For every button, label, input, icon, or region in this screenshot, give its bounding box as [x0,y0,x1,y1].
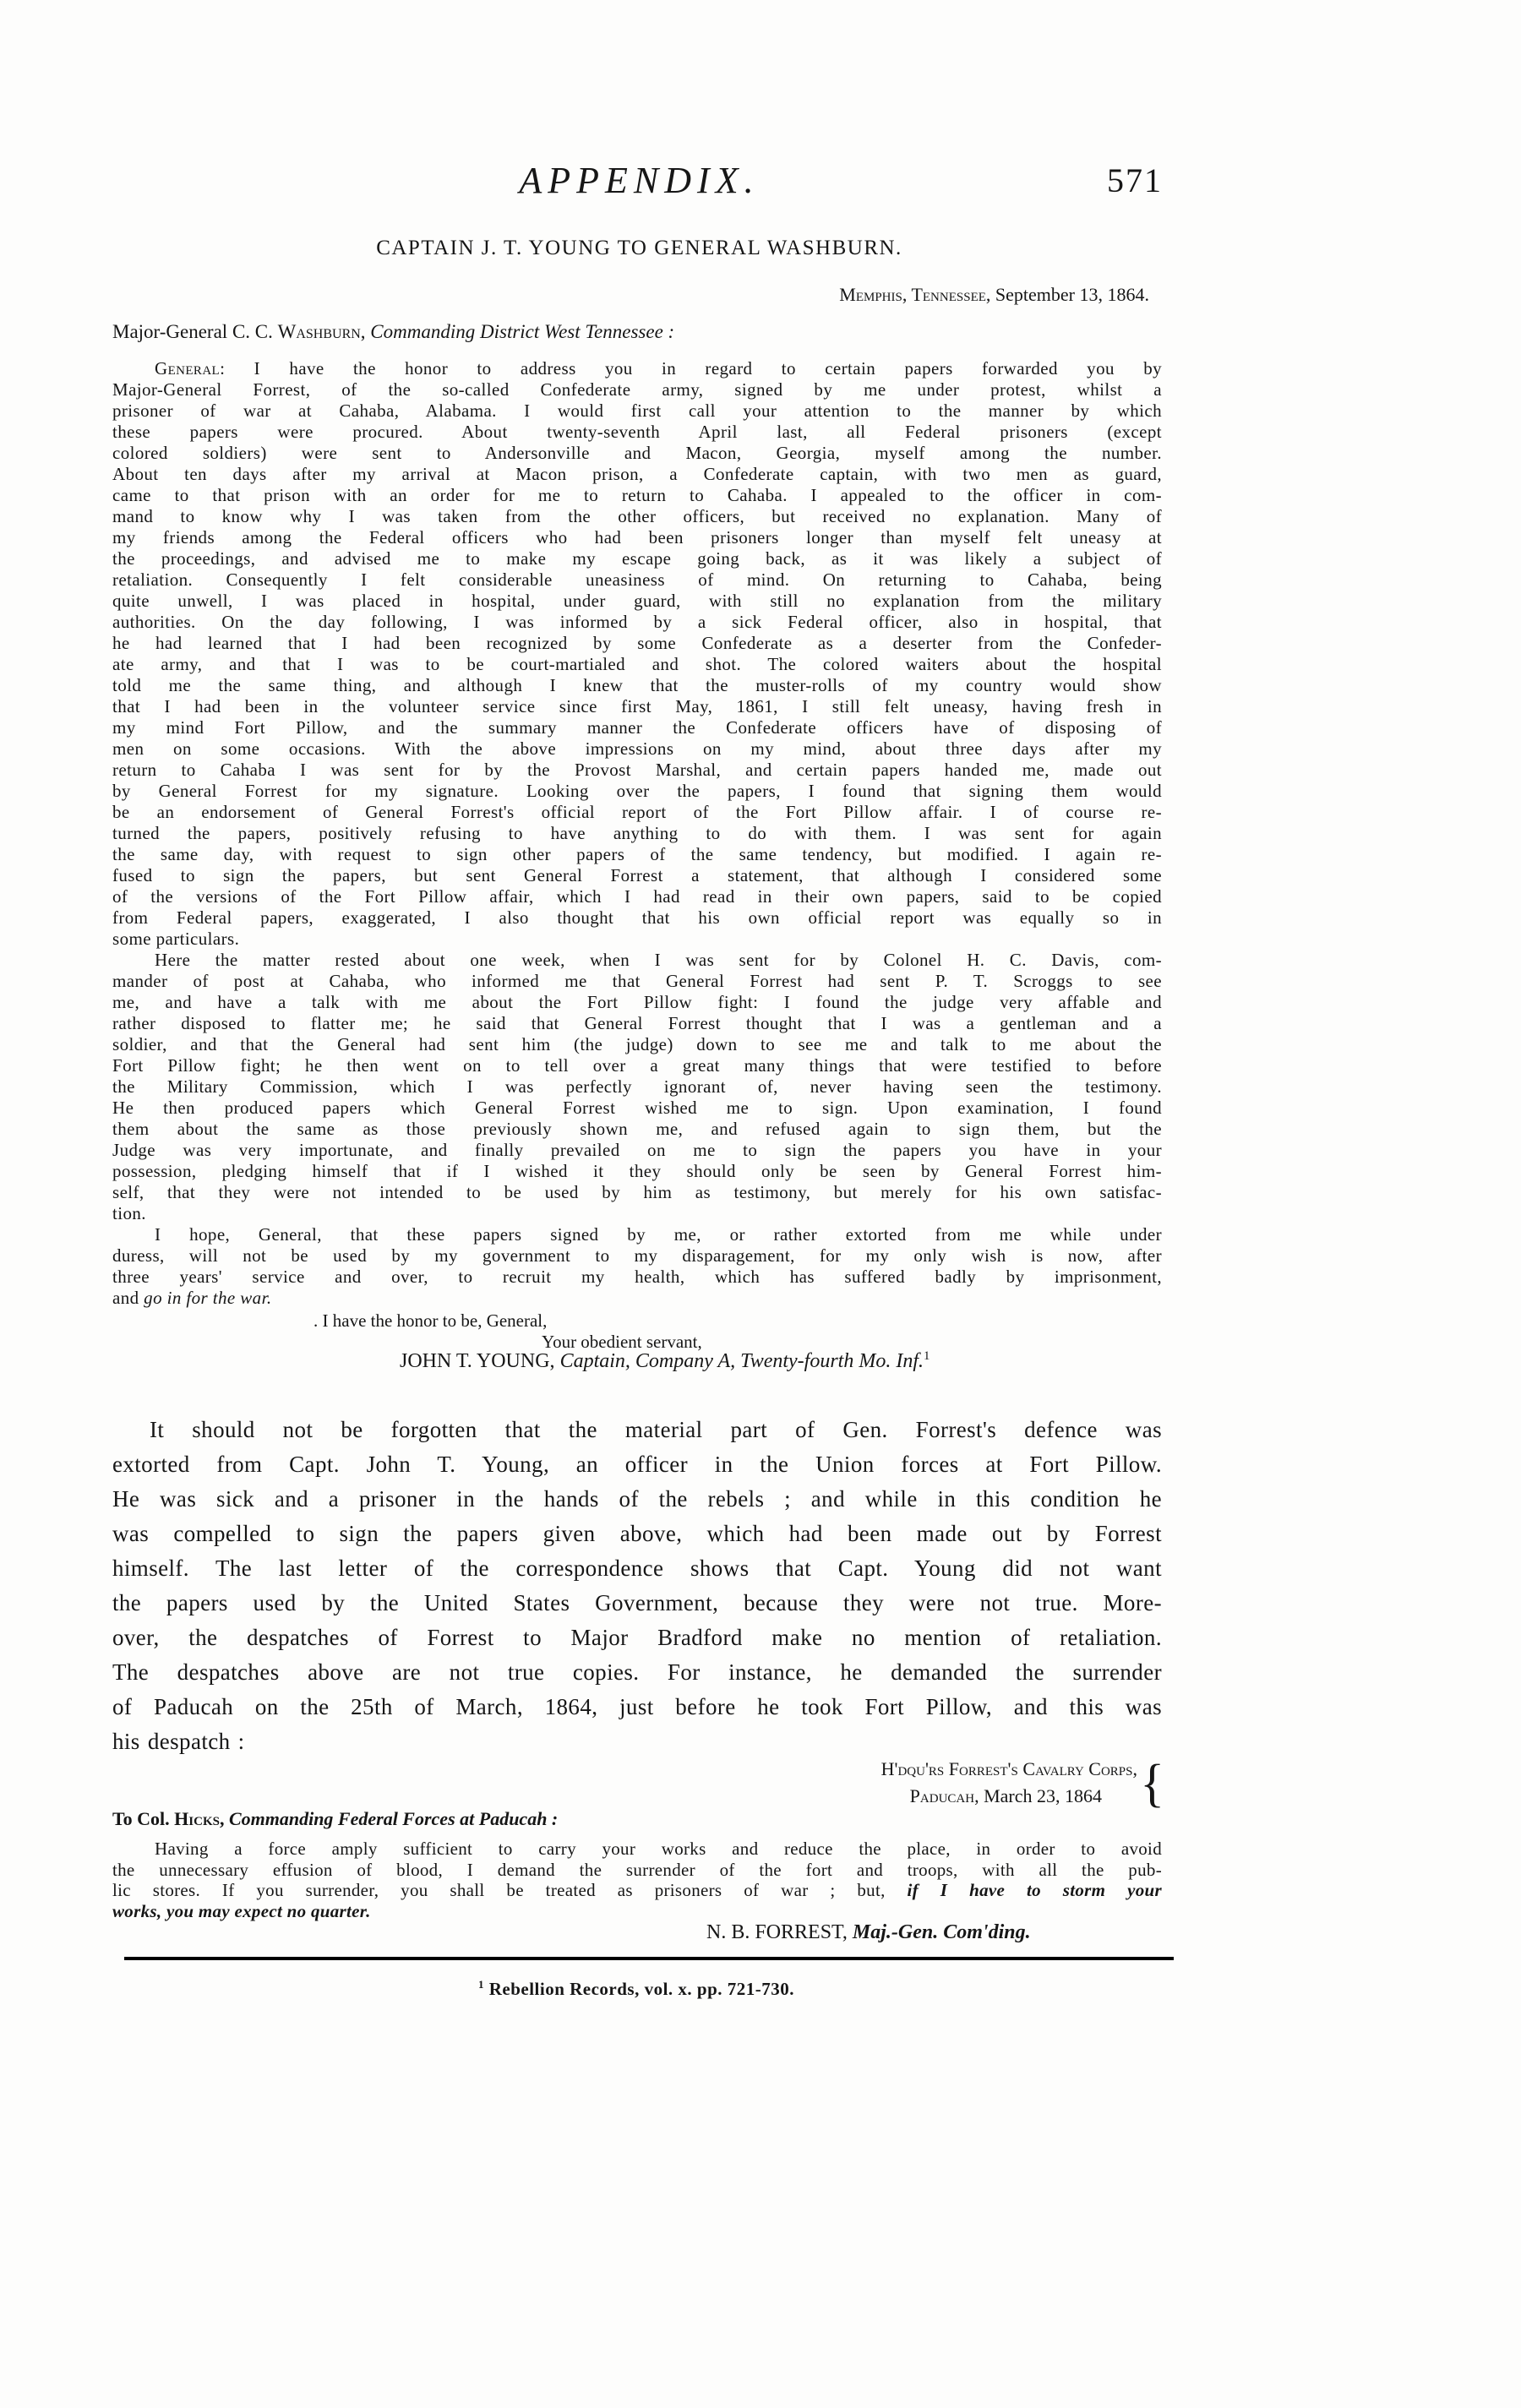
text-line: himself. The last letter of the correspondence shows that Capt. Young did not want [112,1555,1162,1581]
text-line: his despatch : [112,1729,245,1754]
letter-heading: CAPTAIN J. T. YOUNG TO GENERAL WASHBURN. [376,237,902,259]
salutation-role: Commanding District West Tennessee : [365,321,675,342]
salutation-name: Major-General C. C. [112,321,278,342]
text-line: About ten days after my arrival at Macon prison, a Confederate captain, with two men as guard, [112,464,1162,484]
text-line: Having a force amply sufficient to carry your works and reduce the place, in order to avoid [155,1839,1162,1859]
text-line: colored soldiers) were sent to Andersonville and Macon, Georgia, myself among the number. [112,443,1162,463]
text-line: over, the despatches of Forrest to Major Bradford make no mention of retaliation. [112,1625,1162,1650]
text-line: the same day, with request to sign other papers of the same tendency, but modified. I again re- [112,844,1162,864]
text-line: Major-General Forrest, of the so-called Confederate army, signed by me under protest, whilst a [112,379,1162,400]
despatch-signature [706,1921,1031,1944]
text-line: mander of post at Cahaba, who informed me that General Forrest had sent P. T. Scroggs to see [112,971,1162,991]
text-line: It should not be forgotten that the material part of Gen. Forrest's defence was [150,1417,1162,1442]
text-line: Fort Pillow fight; he then went on to tell over a great many things that were testified to before [112,1055,1162,1076]
text-line: tion. [112,1203,146,1223]
heading-brace: { [1140,1753,1164,1812]
despatch-heading [880,1753,1166,1812]
text-line: turned the papers, positively refusing to have anything to do with them. I was sent for again [112,823,1162,843]
text-line: Here the matter rested about one week, when I was sent for by Colonel H. C. Davis, com- [155,950,1162,970]
text-line: the proceedings, and advised me to make my escape going back, as it was likely a subject of [112,548,1162,569]
closing-line-2: Your obedient servant, [542,1332,702,1352]
salutation [112,321,674,343]
despatch-salutation-role: Commanding Federal Forces at Paducah : [224,1808,559,1829]
text-line: them about the same as those previously shown me, and refused again to sign them, but the [112,1119,1162,1139]
text-line: these papers were procured. About twenty-seventh April last, all Federal prisoners (except [112,422,1162,442]
text-line: he had learned that I had been recognized by some Confederate as a deserter from the Confeder- [112,633,1162,653]
text-line: return to Cahaba I was sent for by the Provost Marshal, and certain papers handed me, made out [112,760,1162,780]
running-head-title: APPENDIX. [519,160,760,201]
text-line: The despatches above are not true copies. For instance, he demanded the surrender [112,1659,1162,1685]
despatch-date: March 23, 1864 [979,1785,1102,1806]
despatch-place: Paducah, [909,1785,979,1806]
text-line: retaliation. Consequently I felt considerable uneasiness of mind. On returning to Cahaba, being [112,569,1162,590]
text-line: self, that they were not intended to be used by him as testimony, but merely for his own satisfac- [112,1182,1162,1202]
despatch-heading-corps: H'dqu'rs Forrest's Cavalry Corps, [880,1758,1137,1779]
text-line: authorities. On the day following, I was informed by a sick Federal officer, also in hospital, that [112,612,1162,632]
despatch-salutation-prefix: To Col. [112,1808,175,1829]
signature-name: JOHN T. YOUNG, [400,1350,560,1372]
footnote [214,1979,1059,2000]
despatch-signature-title: Maj.-Gen. Com'ding. [852,1921,1031,1943]
text-line: and go in for the war. [112,1288,272,1308]
text-line: fused to sign the papers, but sent General Forrest a statement, that although I considered some [112,865,1162,885]
footnote-marker: 1 [477,1978,484,1991]
letter-signature [400,1350,930,1373]
text-line: lic stores. If you surrender, you shall be treated as prisoners of war ; but, if I have to storm your [112,1880,1162,1900]
signature-title: Captain, Company A, Twenty-fourth Mo. Inf. [559,1350,924,1372]
footnote-reference: 1 [924,1349,930,1363]
text-line: the unnecessary effusion of blood, I demand the surrender of the fort and troops, with all the pub- [112,1859,1162,1880]
text-line: duress, will not be used by my government to my disparagement, for my only wish is now, after [112,1245,1162,1266]
text-line: of Paducah on the 25th of March, 1864, just before he took Fort Pillow, and this was [112,1694,1162,1719]
text-line: I hope, General, that these papers signed by me, or rather extorted from me while under [155,1224,1162,1245]
commentary-paragraph [112,1413,1162,1759]
text-line: prisoner of war at Cahaba, Alabama. I would first call your attention to the manner by which [112,400,1162,421]
text-line: He then produced papers which General Forrest wished me to sign. Upon examination, I found [112,1098,1162,1118]
salutation-surname: Washburn, [277,321,366,342]
text-line: men on some occasions. With the above impressions on my mind, about three days after my [112,738,1162,759]
text-line: my friends among the Federal officers who had been prisoners longer than myself felt uneasy at [112,527,1162,548]
dateline-date: September 13, 1864. [990,284,1149,305]
text-line: the Military Commission, which I was perfectly ignorant of, never having seen the testimony. [112,1076,1162,1097]
text-line: ate army, and that I was to be court-martialed and shot. The colored waiters about the hospital [112,654,1162,674]
text-line: rather disposed to flatter me; he said that General Forrest thought that I was a gentleman and a [112,1013,1162,1033]
dateline [839,284,1149,306]
text-line: was compelled to sign the papers given above, which had been made out by Forrest [112,1521,1162,1546]
despatch-heading-dateline [881,1783,1166,1810]
dateline-place: Memphis, Tennessee, [839,284,991,305]
text-line: mand to know why I was taken from the other officers, but received no explanation. Many of [112,506,1162,526]
letter-body [112,358,1162,1309]
footnote-rule [124,1957,1174,1960]
text-line: Judge was very importunate, and finally prevailed on me to sign the papers you have in your [112,1140,1162,1160]
closing-line-1: . I have the honor to be, General, [313,1310,548,1331]
page-number: 571 [1107,161,1163,199]
text-line: soldier, and that the General had sent him (the judge) down to see me and talk to me about the [112,1034,1162,1054]
despatch-salutation-name: Hicks, [174,1808,225,1829]
text-line: told me the same thing, and although I knew that the muster-rolls of my country would show [112,675,1162,695]
text-line: by General Forrest for my signature. Looking over the papers, I found that signing them would [112,781,1162,801]
text-line: the papers used by the United States Government, because they were not true. More- [112,1590,1162,1615]
text-line: that I had been in the volunteer service since first May, 1861, I still felt uneasy, having fresh in [112,696,1162,716]
despatch-salutation [112,1808,558,1830]
text-line: works, you may expect no quarter. [112,1900,371,1921]
text-line: came to that prison with an order for me to return to Cahaba. I appealed to the officer in com- [112,485,1162,505]
text-line: He was sick and a prisoner in the hands of the rebels ; and while in this condition he [112,1486,1162,1512]
footnote-text: Rebellion Records, vol. x. pp. 721-730. [483,1979,795,1999]
text-line: General: I have the honor to address you in regard to certain papers forwarded you by [155,358,1162,379]
text-line: my mind Fort Pillow, and the summary manner the Confederate officers have of disposing of [112,717,1162,738]
text-line: me, and have a talk with me about the Fort Pillow fight: I found the judge very affable and [112,992,1162,1012]
running-head [112,159,1166,202]
text-line: of the versions of the Fort Pillow affair, which I had read in their own papers, said to be copied [112,886,1162,907]
text-line: be an endorsement of General Forrest's official report of the Fort Pillow affair. I of course re- [112,802,1162,822]
text-line: from Federal papers, exaggerated, I also thought that his own official report was equally so in [112,907,1162,928]
despatch-body [112,1839,1162,1921]
text-line: three years' service and over, to recruit my health, which has suffered badly by imprisonment, [112,1267,1162,1287]
text-line: extorted from Capt. John T. Young, an officer in the Union forces at Fort Pillow. [112,1452,1162,1477]
text-line: some particulars. [112,929,240,949]
text-column [112,0,1166,2408]
text-line: possession, pledging himself that if I wished it they should only be seen by General Forrest him- [112,1161,1162,1181]
despatch-signature-name: N. B. FORREST, [706,1921,853,1943]
text-line: quite unwell, I was placed in hospital, under guard, with still no explanation from the military [112,591,1162,611]
